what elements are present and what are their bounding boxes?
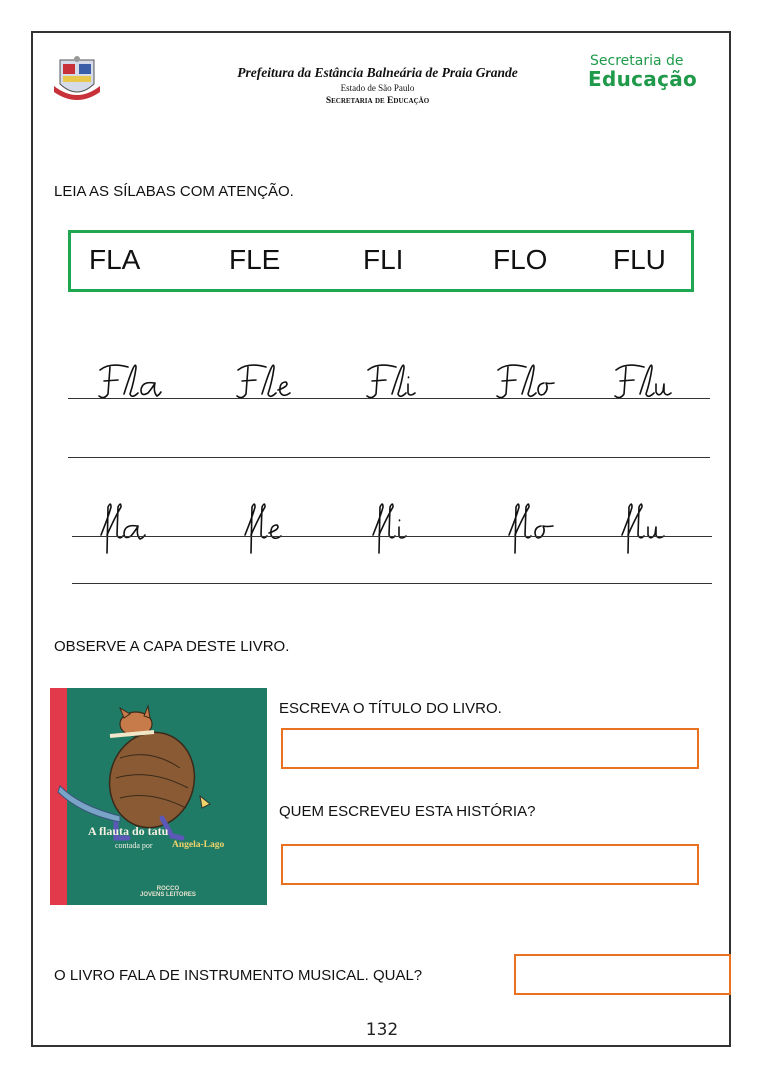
cursive-uppercase-fla (96, 352, 192, 414)
answer-box-musical-instrument[interactable] (514, 954, 731, 995)
instruction-observe-cover: OBSERVE A CAPA DESTE LIVRO. (54, 638, 290, 655)
syllable-fla: FLA (89, 244, 141, 275)
answer-box-book-title[interactable] (281, 728, 699, 769)
publisher-name: ROCCO (156, 886, 180, 892)
education-logo-top: Secretaria de (590, 53, 684, 69)
book-author: Angela-Lago (172, 840, 225, 850)
question-book-title: ESCREVA O TÍTULO DO LIVRO. (279, 700, 502, 717)
header-state: Estado de São Paulo (340, 83, 415, 93)
book-cover-image (50, 688, 267, 905)
writing-line-3 (72, 536, 712, 537)
writing-line-1 (68, 398, 710, 399)
armadillo-illustration (50, 688, 267, 905)
instruction-read-syllables: LEIA AS SÍLABAS COM ATENÇÃO. (54, 183, 294, 200)
page-number: 132 (365, 1020, 399, 1040)
writing-line-4 (72, 583, 712, 584)
writing-line-2 (68, 457, 710, 458)
education-logo-main: Educação (588, 67, 698, 91)
syllable-fle: FLE (229, 244, 281, 275)
publisher-imprint: JOVENS LEITORES (140, 892, 196, 898)
question-book-author: QUEM ESCREVEU ESTA HISTÓRIA? (279, 803, 536, 820)
cursive-uppercase-fle (234, 352, 330, 414)
question-musical-instrument: O LIVRO FALA DE INSTRUMENTO MUSICAL. QUAL? (54, 967, 423, 984)
cursive-lowercase-flu (618, 495, 714, 557)
cursive-lowercase-fla (97, 495, 193, 557)
book-title: A flauta do tatu (88, 824, 169, 838)
cursive-uppercase-flo (494, 352, 590, 414)
header-title: Prefeitura da Estância Balneária de Praia Grande (237, 65, 518, 80)
answer-box-book-author[interactable] (281, 844, 699, 885)
book-publisher (140, 886, 196, 898)
cursive-lowercase-fli (369, 495, 465, 557)
syllable-flo: FLO (493, 244, 548, 275)
cursive-uppercase-fli (364, 352, 460, 414)
syllable-flu: FLU (613, 244, 666, 275)
syllable-fli: FLI (363, 244, 404, 275)
cursive-lowercase-fle (241, 495, 337, 557)
header-department: Secretaria de Educação (325, 96, 430, 106)
city-crest-logo (50, 56, 104, 106)
cursive-uppercase-flu (612, 352, 708, 414)
cursive-lowercase-flo (505, 495, 601, 557)
book-byline: contada por (115, 841, 153, 850)
